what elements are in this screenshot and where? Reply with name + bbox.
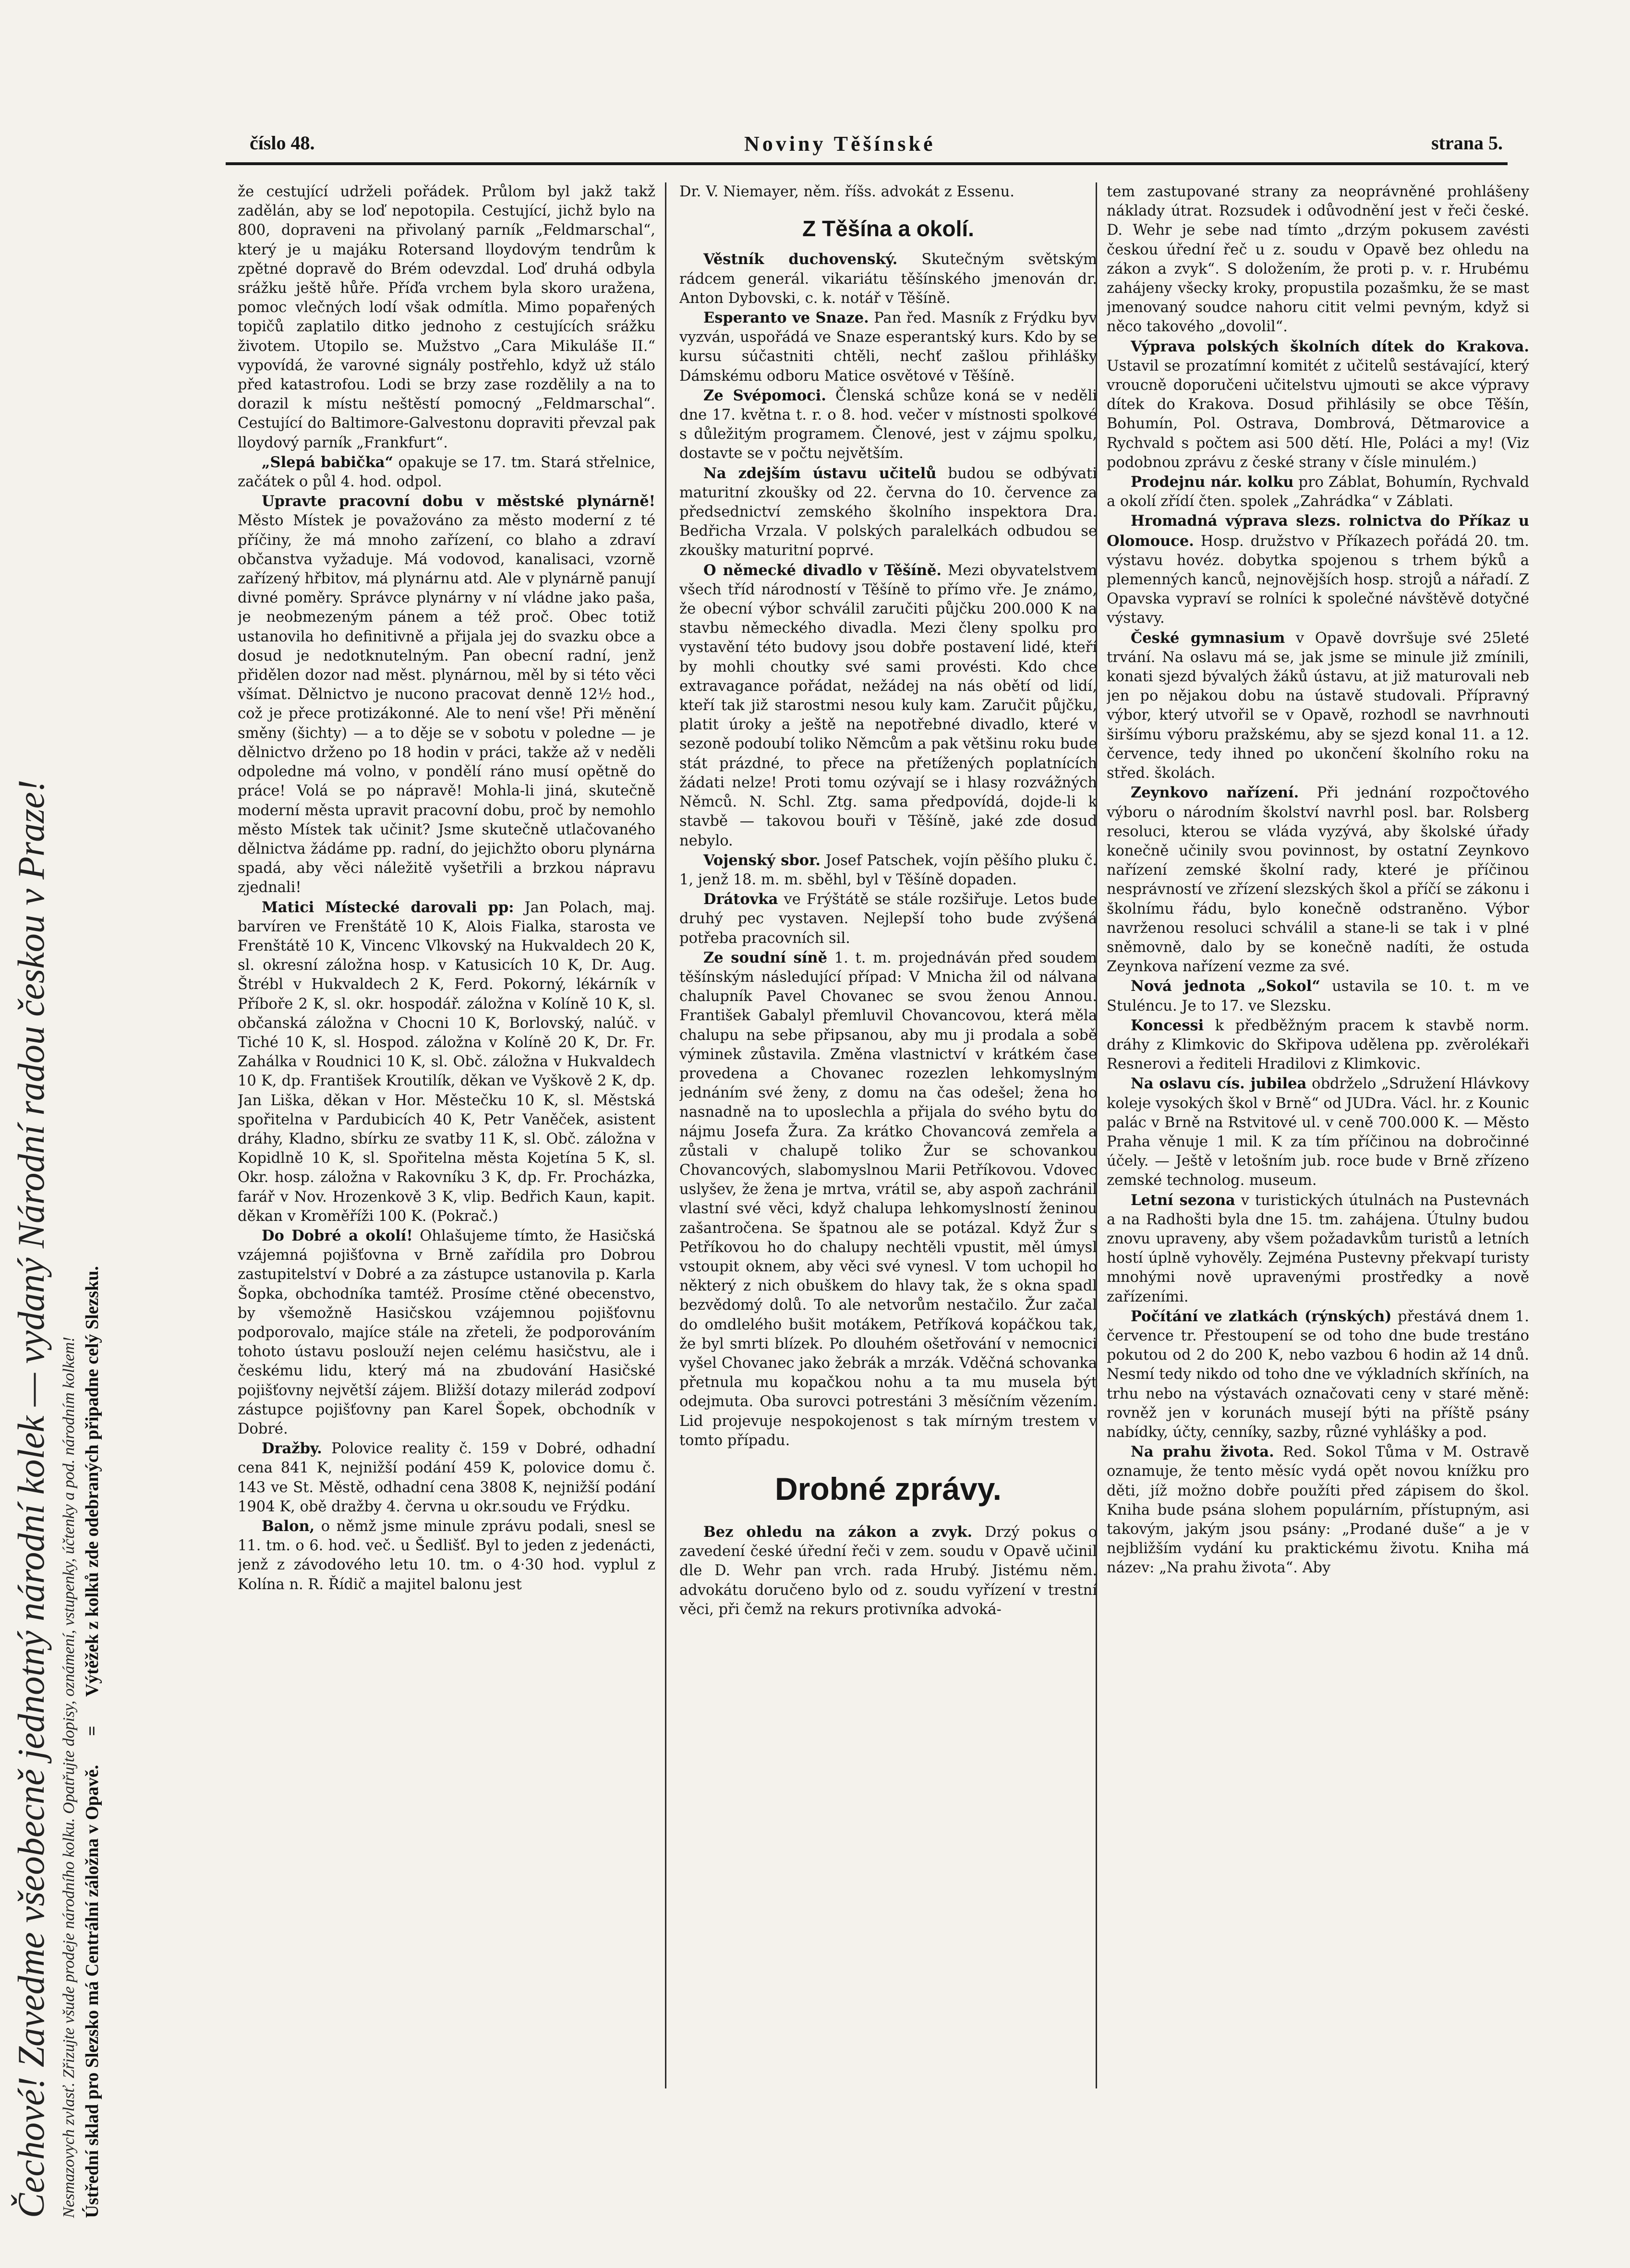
article-lead: Nová jednota „Sokol“ [1131, 977, 1320, 995]
article-lead: Na prahu života. [1131, 1443, 1274, 1461]
article-text: tem zastupované strany za neoprávněné prohlášeny náklady útrat. Rozsudek i odůvodnění jest v řeči české. D. Wehr je sebe nad tímto „drzým pokusem zavésti českou úřední řeč u z. soudu v Opavě bez ohledu na zákon a zvyk“. S doložením, že proti p. v. r. Hrubému zahájeny všecky kroky, propustila pozašmku, že se mast jmenovaný soudce nahoru citit velmi pevným, když si něco takového „dovolil“. [1107, 183, 1529, 336]
margin-banner [10, 437, 125, 2237]
article-paragraph [1107, 1016, 1529, 1074]
article-lead: Hromadná výprava slezs. rolnictva do Příkaz u Olomouce. [1107, 512, 1529, 550]
article-text: Skutečným světským rádcem generál. vikariátu těšínského jmenován dr. Anton Dybovski, c. k. notář v Těšíně. [679, 251, 1097, 307]
article-text: Při jednání rozpočtového výboru o národním školství navrhl posl. bar. Rolsberg resoluci, kterou se vláda vyzývá, aby školské úřady konečně učinily svou povinnost, by ostatní Zeynkovo nařízení zemské školní rady, které je příčinou nesprávností ve zřízení slezských škol a příčí se zákonu i školnímu řádu, bylo konečně odstraněno. Výbor navrženou resoluci schválil a stane-li se tak i v plné sněmovně, dalo by se konečně nadíti, že ostuda Zeynkova nařízení vezme za své. [1107, 784, 1529, 976]
article-text: Josef Patschek, vojín pěšího pluku č. 1, jenž 18. m. m. sběhl, byl v Těšíně dopaden. [679, 852, 1097, 888]
article-text: Polovice reality č. 159 v Dobré, odhadní cena 841 K, nejnižší podání 459 K, polovice domu č. 143 ve St. Městě, odhadní cena 3808 K, nejnižší podání 1904 K, obě dražby 4. června u okr.soudu ve Frýdku. [238, 1440, 655, 1515]
article-paragraph [1107, 1191, 1529, 1307]
article-paragraph [1107, 511, 1529, 628]
banner-line-3a: Ústřední sklad pro Slezsko má Centrální záložna v Opavě. [82, 1764, 102, 2218]
banner-line-3b: Výtěžek z kolků zde odebraných připadne celý Slezsku. [82, 1266, 102, 1697]
column-3 [1107, 182, 1529, 2199]
article-lead: Bez ohledu na zákon a zvyk. [703, 1523, 973, 1541]
article-lead: Do Dobré a okolí! [262, 1227, 413, 1244]
article-lead: Balon, [262, 1518, 315, 1535]
article-text: 1. t. m. projednáván před soudem těšínským následující případ: V Mnicha žil od nálvana chalupník Pavel Chovanec se svou ženou Annou. František Gabalyl přemluvil Chovancovou, která měla chalupu na sebe připsanou, aby mu ji prodala a sobě výminek zůstavila. Změna vlastnictví v krátkém čase provedena a Chovanec rozezlen lehkomyslným jednáním své ženy, z domu na čas odešel; žena ho nasnadně na to uposlechla a přijala do svého bytu do nájmu Josefa Žura. Za krátko Chovancová zemřela a zůstali v chalupě toliko Žur se schovankou Chovancových, slabomyslnou Marii Petříkovou. Vdovec uslyšev, že žena je mrtva, vrátil se, aby aspoň zachránil vlastní své věci, když chalupa lehkomyslností ženinou zašantročena. Se špatnou ale se potázal. Když Žur s Petříkovou ho do chalupy nechtěli vpustit, měl úmysl vstoupit oknem, aby věci své vynesl. V tom uchopil ho některý z nich obuškem do hlavy tak, že s okna spadl bezvědomý dolů. To ale netvorům nestačilo. Žur začal do omdlelého bušit motákem, Petříková kopáčkou tak, že byl smrti blízek. Po dlouhém ošetřování v nemocnici vyšel Chovanec jako žebrák a mrzák. Vděčná schovanka přetnula mu kopačkou nohu a ta mu musela být odejmuta. Oba surovci potrestáni 3 měsíčním vězením. Lid projevuje nespokojenost s tak mírným trestem v tomto případu. [679, 949, 1097, 1449]
article-lead: „Slepá babička“ [262, 453, 394, 471]
article-text: Město Místek je považováno za město moderní z té příčiny, že má mnoho zařízení, co blaho a zdraví občanstva vyžaduje. Má vodovod, kanalisaci, vzorně zařízený hřbitov, má plynárnu atd. Ale v plynárně panují divné poměry. Správce plynárny v ní vládne jako paša, je neobmezeným pánem a též proč. Obec totiž ustanovila ho definitivně a přijala jej do svazku obce a dosud je nedotknutelným. Pan obecní radní, jenž přidělen dozor nad měst. plynárnou, měl by si této věci všímat. Dělnictvo je nucono pracovat denně 12½ hod., což je přece protizákonné. Ale to není vše! Při měnění směny (šichty) — a to děje se v sobotu v poledne — je dělnictvo drženo po 18 hodin v práci, takže až v neděli odpoledne má volno, v pondělí ráno musí opětně do práce! Volá se po nápravě! Mohla-li jiná, skutečně moderní města upravit pracovní dobu, proč by nemohlo město Místek tak učinit? Jsme skutečně utlačovaného dělnictva žádáme pp. radní, do jejichžto oboru plynárna spadá, aby věci náležitě vyšetřili a brzkou nápravu zjednali! [238, 512, 655, 896]
article-text: přestává dnem 1. července tr. Přestoupení se od toho dne bude trestáno pokutou od 2 do 200 K, nebo vazbou 6 hodin až 14 dnů. Nesmí tedy nikdo od toho dne ve výkladních skříních, na trhu nebo na výstavách označovati ceny v staré měně: rovněž jen v korunách musejí býti na příště psány nabídky, účty, cenníky, sazby, různé vyhlášky a pod. [1107, 1308, 1529, 1441]
article-paragraph [679, 1522, 1097, 1619]
page-number: strana 5. [1431, 132, 1503, 154]
issue-number: číslo 48. [250, 132, 315, 154]
article-text: ve Frýštátě se stále rozšiřuje. Letos bude druhý pec vystaven. Nejlepší toho bude zvýšená potřeba pracovních sil. [679, 891, 1097, 947]
article-lead: Dražby. [262, 1440, 322, 1458]
article-paragraph [679, 561, 1097, 851]
article-lead: Věstník duchovenský. [703, 251, 898, 268]
article-text: Hosp. družstvo v Příkazech pořádá 20. tm. výstavu hovéz. dobytka spojenou s trhem býků a plemenných kanců, nejnovějších hosp. strojů a nářadí. Z Opavska vypraví se rolníci k společné návštěvě dotyčné výstavy. [1107, 532, 1529, 627]
column-divider [665, 182, 666, 2088]
article-text: o němž jsme minule zprávu podali, snesl se 11. tm. o 6. hod. več. u Šedlišť. Byl to jeden z jedenácti, jenž z závodového letu 10. tm. o 4·30 hod. vyplul z Kolína n. R. Řídič a majitel balonu jest [238, 1518, 655, 1593]
article-text: v Opavě dovršuje své 25leté trvání. Na oslavu má se, jak jsme se minule již zmínili, konati sjezd bývalých žáků ústavu, at již maturovali neb jen po nějakou dobu na ústavě studovali. Přípravný výbor, který utvořil se v Opavě, rozhodl se navrhnouti širšímu výboru pražskému, aby se sjezd konal 11. a 12. července, tedy ihned po ukončení školního roku na střed. školách. [1107, 629, 1529, 782]
article-paragraph [1107, 977, 1529, 1015]
article-lead: Matici Místecké darovali pp: [262, 898, 514, 916]
article-text: opakuje se 17. tm. Stará střelnice, začátek o půl 4. hod. odpol. [238, 454, 655, 491]
article-lead: Ze soudní síně [703, 949, 827, 966]
article-paragraph [238, 1226, 655, 1439]
banner-line-3: Ústřední sklad pro Slezsko má Centrální záložna v Opavě.=Výtěžek z kolků zde odebraných připadne celý Slezsku. [82, 1266, 102, 2218]
article-paragraph [1107, 1307, 1529, 1442]
column-2 [679, 182, 1097, 2199]
article-text: Ohlašujeme tímto, že Hasičská vzájemná pojišťovna v Brně zařídila pro Dobrou zastupitelství v Dobré a za zástupce ustanovila p. Karla Šopka, obchodníka tamtéž. Prosíme ctěné obecenstvo, by všemožně Hasičskou vzájemnou pojišťovnu podporovalo, majíce stále na zřeteli, že podporováním tohoto ústavu poslouží nejen celému hasičstvu, ale i českému lidu, který má na zbudování Hasičské pojišťovny největší zájem. Bližší dotazy milerád zodpoví zástupce pojišťovny pan Karel Šopek, obchodník v Dobré. [238, 1227, 655, 1437]
article-lead: Vojenský sbor. [703, 851, 821, 869]
article-lead: Drátovka [703, 891, 778, 908]
article-lead: České gymnasium [1131, 629, 1285, 647]
article-text: Ustavil se prozatímní komitét z učitelů sestávající, který vroucně doporučeni učitelstvu ujmouti se akce výpravy dítek do Krakova. Dosud přihlásily se obce Těšín, Bohumín, Pol. Ostrava, Dombrová, Dětmarovice a Rychvald s počtem asi 500 dětí. Hle, Poláci a my! (Viz podobnou zprávu z české strany v čísle minulém.) [1107, 357, 1529, 471]
article-text: Pan řed. Masník z Frýdku byv vyzván, uspořádá ve Snaze esperantský kurs. Kdo by se kursu súčastniti chtěli, nechť zašlou přihlášky Dámskému odboru Matice osvětové v Těšíně. [679, 310, 1097, 385]
article-lead: Na oslavu cís. jubilea [1131, 1075, 1307, 1093]
article-text: ustavila se 10. t. m ve Stuléncu. Je to 17. ve Slezsku. [1107, 978, 1529, 1014]
article-paragraph [238, 453, 655, 492]
article-paragraph [238, 898, 655, 1226]
section-heading-tesin: Z Těšína a okolí. [802, 216, 974, 241]
article-text: budou se odbývati maturitní zkoušky od 22. června do 10. července za předsednictví zemského školního inspektora Dra. Bedřicha Vrzala. V polských paralelkách odbudou se zkoušky maturitní poprvé. [679, 465, 1097, 559]
article-paragraph [1107, 1442, 1529, 1578]
article-text: Drzý pokus o zavedení české úřední řeči v zem. soudu v Opavě učinil dle D. Wehr pan vrch. rada Hrubý. Jistému něm. advokátu doručeno bylo od z. soudu vyřízení v trestní věci, při čemž na rekurs protivníka advoká- [679, 1524, 1097, 1618]
article-text: obdrželo „Sdružení Hlávkovy koleje vysokých škol v Brně“ od JUDra. Václ. hr. z Kounic palác v Brně na Rstvitové ul. v ceně 700.000 K. — Město Praha věnuje 1 mil. K za tím příčinou na dobročinné účely. — Ještě v letošním jub. roce bude v Brně zřízeno zemské technolog. museum. [1107, 1075, 1529, 1189]
article-lead: Prodejnu nár. kolku [1131, 473, 1294, 491]
article-paragraph [1107, 1074, 1529, 1190]
newspaper-title: Noviny Těšínské [744, 132, 936, 156]
article-lead: O německé divadlo v Těšíně. [703, 561, 942, 579]
article-paragraph [679, 386, 1097, 464]
article-lead: Počítání ve zlatkách (rýnských) [1131, 1307, 1392, 1325]
article-lead: Letní sezona [1131, 1191, 1235, 1209]
article-paragraph [679, 890, 1097, 948]
article-text: Red. Sokol Tůma v M. Ostravě oznamuje, že tento měsíc vydá opět novou knížku pro děti, jíž možno dobře použíti před zápisem do škol. Kniha bude psána slohem populárním, přístupným, asi takovým, jakým jsou psány: „Prodané duše“ a je v nejbližším vydání ku praktickému životu. Kniha má název: „Na prahu života“. Aby [1107, 1444, 1529, 1577]
article-paragraph [238, 1517, 655, 1594]
article-paragraph [238, 182, 655, 453]
article-paragraph [1107, 182, 1529, 337]
article-text: Mezi obyvatelstvem všech tříd národností v Těšíně to přímo vře. Je známo, že obecní výbor schválil zaručiti půjčku 200.000 K na stavbu německého divadla. Mezi členy spolku pro vystavění této budovy jsou dobře postavení lidé, kteří by mohli choutky své sami provésti. Kdo chce extravagance pořádat, nežádej na nás obětí od lidí, kteří tak již starostmi nesou kuly kam. Zaručit půjčku, platit úroky a ještě na nepotřebné divadlo, které v sezoně podoubí toliko Němcům a pak většinu roku bude stát prázdné, to přece na přetížených poplatnících žádati nelze! Proti tomu ozývají se i hlasy rozvážných Němců. N. Schl. Ztg. sama předpovídá, dojde-li k stavbě — takovou bouři v Těšíně, jaké zde dosud nebylo. [679, 562, 1097, 849]
article-lead: Ze Svépomoci. [703, 386, 826, 404]
article-text: Dr. V. Niemayer, něm. říšs. advokát z Essenu. [679, 183, 1014, 200]
article-text: Jan Polach, maj. barvíren ve Frenštátě 10 K, Alois Fialka, starosta ve Frenštátě 10 K, Vincenc Vlkovský na Hukvaldech 20 K, sl. okresní záložna hosp. v Katusicích 10 K, Dr. Aug. Štrébl v Hukvaldech 2 K, Ferd. Pokorný, lékárník v Příboře 2 K, sl. okr. hospodář. záložna v Kolíně 10 K, sl. občanská záložna v Chocni 10 K, Borlovský, nalúč. v Tiché 10 K, sl. Hospod. záložna v Kolíně 20 K, Dr. Fr. Zahálka v Roudnici 10 K, sl. Obč. záložna v Hukvaldech 10 K, dp. František Kroutilík, děkan ve Vyškově 2 K, dp. Jan Liška, děkan v Hor. Městečku 10 K, sl. Městská spořitelna v Pardubicích 40 K, Petr Vaněček, asistent dráhy, Kladno, sbírku ze svatby 11 K, sl. Obč. záložna v Kopidlně 10 K, sl. Spořitelna města Kojetína 5 K, sl. Okr. hosp. záložna v Rakovníku 3 K, dp. Fr. Procházka, farář v Nov. Hrozenkově 3 K, vlip. Bedřich Kaun, kapit. děkan v Kroměříži 100 K. (Pokrač.) [238, 899, 655, 1225]
article-paragraph [679, 851, 1097, 890]
article-paragraph [679, 182, 1097, 202]
column-1 [238, 182, 655, 2199]
section-heading-drobne: Drobné zprávy. [775, 1471, 1002, 1507]
article-paragraph [1107, 337, 1529, 472]
article-paragraph [238, 492, 655, 897]
article-paragraph [238, 1439, 655, 1517]
article-lead: Upravte pracovní dobu v městské plynárně! [262, 493, 655, 510]
article-paragraph [679, 308, 1097, 386]
article-lead: Výprava polských školních dítek do Krakova. [1131, 338, 1529, 355]
article-text: k předběžným pracem k stavbě norm. dráhy z Klimkovic do Skřipova udělena pp. zvěrolékaři Resnerovi a řediteli Hradilovi z Klimkovic. [1107, 1017, 1529, 1073]
article-text: v turistických útulnách na Pustevnách a na Radhošti byla dne 15. tm. zahájena. Útulny budou znovu upraveny, aby všem požadavkům turistů a letních hostí úplně vyhověly. Zejména Pustevny překvapí turisty mnohými nově upravenými prostředky a nově zařízeními. [1107, 1192, 1529, 1305]
article-lead: Na zdejším ústavu učitelů [703, 464, 937, 482]
article-paragraph [679, 250, 1097, 308]
article-paragraph [679, 948, 1097, 1450]
article-text: pro Záblat, Bohumín, Rychvald a okolí zřídí čten. spolek „Zahrádka“ v Záblati. [1107, 474, 1529, 510]
article-paragraph [679, 464, 1097, 561]
article-lead: Zeynkovo nařízení. [1131, 784, 1299, 802]
article-lead: Esperanto ve Snaze. [703, 309, 869, 327]
article-text: že cestující udrželi pořádek. Průlom byl jakž takž zadělán, aby se loď nepotopila. Cestující, jichž bylo na 800, dopraveni na přivolaný parník „Feldmarschal“, který je u majáku Rotersand lloydovým tendrům k zpětné dopravě do Brém odevzdal. Loď druhá odbyla srážku ještě hůře. Příďa vrchem byla skoro uražena, pomoc vlečných lodí však odmítla. Mimo popařených topičů zaplatilo ditko jednoho z cestujících srážku životem. Utopilo se. Mužstvo „Cara Mikuláše II.“ vypovídá, že varovné signály postřehlo, když už stálo před katastrofou. Lodi se brzy zase rozdělily a na to dorazil k místu neštěstí pomocný „Feldmarschal“. Cestující do Baltimore-Galvestonu dopraviti převzal pak lloydový parník „Frankfurt“. [238, 183, 655, 451]
page-header [226, 129, 1508, 165]
article-paragraph [1107, 783, 1529, 977]
article-lead: Koncessi [1131, 1016, 1204, 1034]
article-paragraph [1107, 628, 1529, 784]
article-text: Členská schůze koná se v neděli dne 17. května t. r. o 8. hod. večer v místnosti spolkové s důležitým programem. Členové, jest v zájmu spolku, dostavte se v počtu největším. [679, 387, 1097, 462]
banner-line-1: Čechové! Zavedme všeobecně jednotný národní kolek — vydaný Národní radou českou v Praze! [10, 779, 52, 2218]
article-paragraph [1107, 472, 1529, 511]
banner-line-2: Nesmazovych zvlasť. Zřizujte všude prodeje národního kolku. Opatřujte dopisy, oznámení, vstupenky, účtenky a pod. národním kolkem! [60, 1337, 78, 2218]
